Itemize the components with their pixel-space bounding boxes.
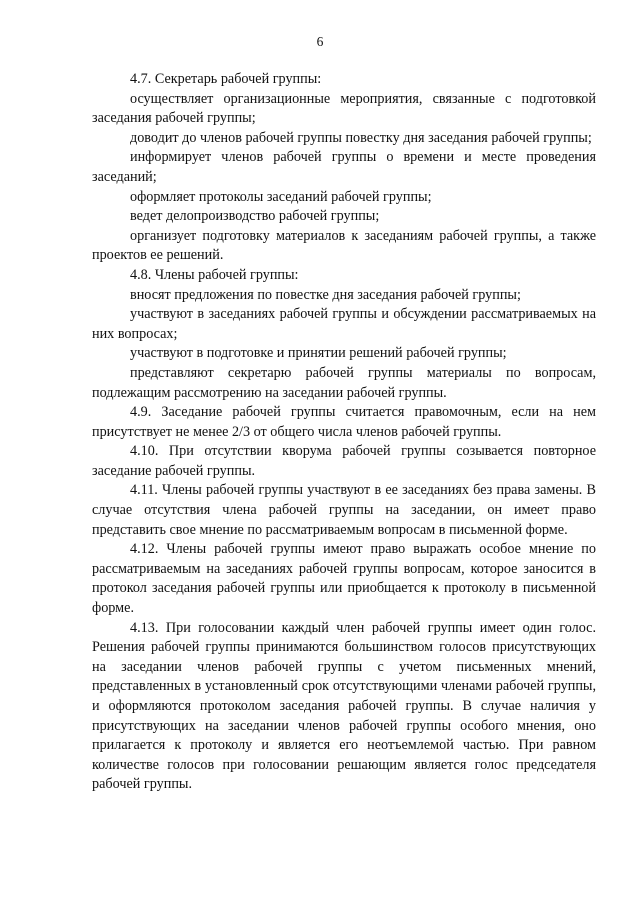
paragraph-secretary-duty: доводит до членов рабочей группы повестку дня заседания рабочей группы; (130, 129, 592, 146)
paragraph-member-duty: участвуют в заседаниях рабочей группы и обсуждении рассматриваемых на них вопросах; (92, 306, 596, 342)
document-body (92, 70, 596, 795)
paragraph-secretary-duty: оформляет протоколы заседаний рабочей группы; (130, 188, 432, 205)
paragraph-4-9: 4.9. Заседание рабочей группы считается правомочным, если на нем присутствует не менее 2/3 от общего числа членов рабочей группы. (92, 404, 596, 440)
paragraph-member-duty: вносят предложения по повестке дня заседания рабочей группы; (130, 286, 521, 303)
paragraph-4-13: 4.13. При голосовании каждый член рабочей группы имеет один голос. Решения рабочей группы принимаются большинством голосов присутствующих на заседании членов рабочей группы с учетом письменных мнений, представленных в установленный срок отсутствующими членами рабочей группы, и оформляются протоколом заседания рабочей группы. В случае наличия у присутствующих на заседании членов рабочей группы особого мнения, оно прилагается к протоколу и является его неотъемлемой частью. При равном количестве голосов при голосовании решающим является голос председателя рабочей группы. (92, 619, 596, 793)
paragraph-4-7-heading: 4.7. Секретарь рабочей группы: (130, 71, 322, 87)
paragraph-secretary-duty: осуществляет организационные мероприятия, связанные с подготовкой заседания рабочей группы; (92, 90, 596, 127)
page-number: 6 (316, 34, 324, 49)
paragraph-4-12: 4.12. Члены рабочей группы имеют право выражать особое мнение по рассматриваемым на заседаниях рабочей группы вопросам, которое заносится в протокол заседания рабочей группы или приобщается к протоколу в письменной форме. (92, 541, 596, 617)
paragraph-member-duty: участвуют в подготовке и принятии решений рабочей группы; (130, 345, 507, 362)
paragraph-member-duty: представляют секретарю рабочей группы материалы по вопросам, подлежащим рассмотрению на заседании рабочей группы. (92, 364, 596, 401)
paragraph-4-11: 4.11. Члены рабочей группы участвуют в ее заседаниях без права замены. В случае отсутствия члена рабочей группы на заседании, он имеет право представить свое мнение по рассматриваемым вопросам в письменной форме. (92, 482, 596, 538)
paragraph-secretary-duty: ведет делопроизводство рабочей группы; (130, 208, 380, 225)
paragraph-4-8-heading: 4.8. Члены рабочей группы: (130, 266, 299, 283)
paragraph-secretary-duty: информирует членов рабочей группы о времени и месте проведения заседаний; (92, 149, 596, 185)
paragraph-secretary-duty: организует подготовку материалов к заседаниям рабочей группы, а также проектов ее решений. (92, 227, 596, 264)
paragraph-4-10: 4.10. При отсутствии кворума рабочей группы созывается повторное заседание рабочей группы. (92, 443, 596, 479)
